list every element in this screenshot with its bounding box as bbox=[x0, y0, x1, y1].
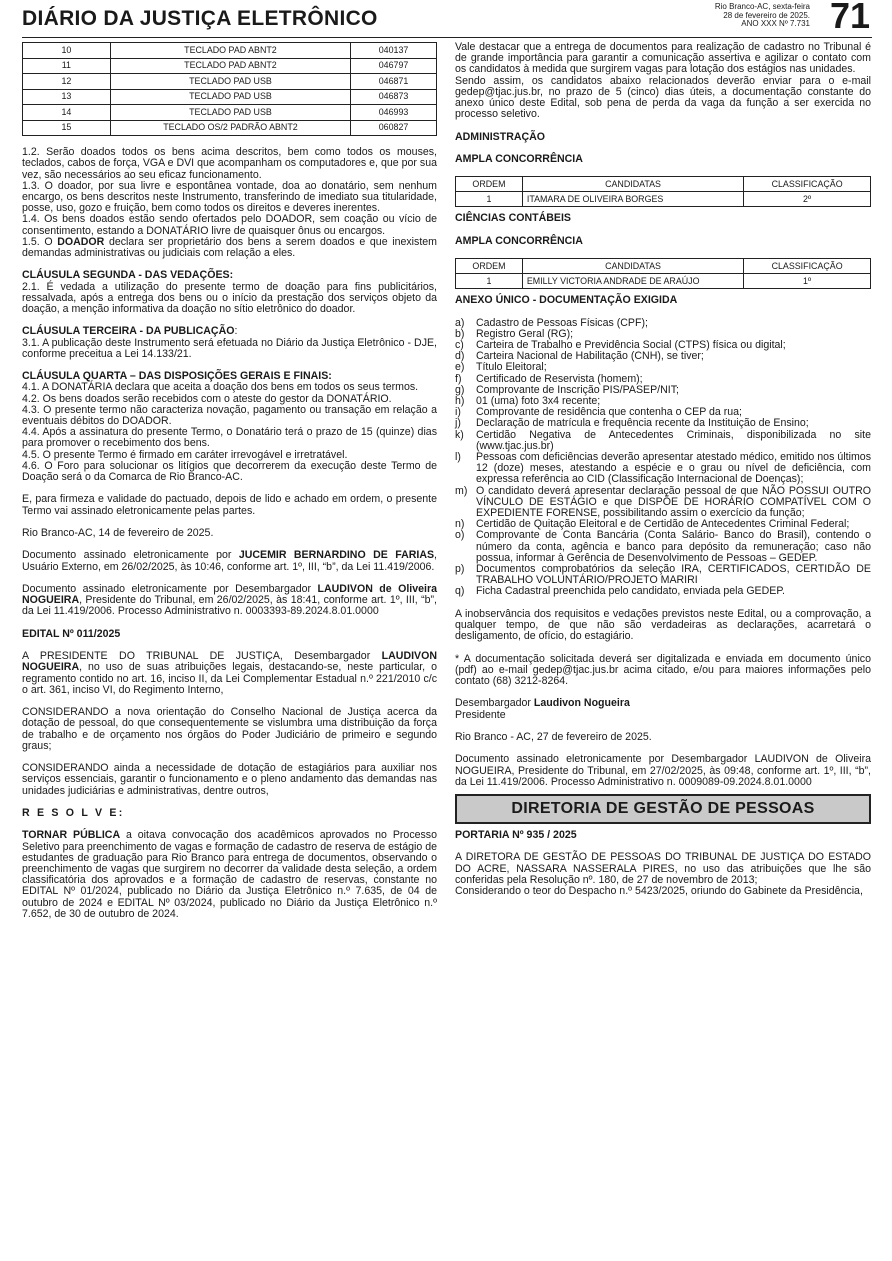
cell-item-code: 046871 bbox=[351, 74, 437, 90]
cell-classificacao: 2º bbox=[744, 192, 871, 207]
issue-info-line: Rio Branco-AC, sexta-feira bbox=[714, 2, 810, 11]
cell-item-number: 14 bbox=[23, 105, 111, 121]
text: Documento assinado eletronicamente por bbox=[22, 549, 239, 562]
text: 1.5. O bbox=[22, 235, 58, 248]
cell-item-number: 13 bbox=[23, 89, 111, 105]
clause-1-5 bbox=[22, 237, 437, 259]
text: Documento assinado eletronicamente por Desembargador bbox=[22, 583, 318, 595]
clause-1-3: 1.3. O doador, por sua livre e espontânea vontade, doa ao donatário, sem nenhum encargo, os bens descritos neste Instrumento, transferindo de imediato sua titularidade, posse, uso, gozo e fruição, bem como todos os direitos e deveres inerentes. bbox=[22, 179, 437, 215]
cell-item-description: TECLADO PAD USB bbox=[110, 105, 350, 121]
col-header-classificacao: CLASSIFICAÇÃO bbox=[744, 259, 871, 274]
list-item-text: Cadastro de Pessoas Físicas (CPF); bbox=[476, 316, 648, 329]
list-item-marker: b) bbox=[455, 327, 465, 340]
inobservancia: A inobservância dos requisitos e vedações previstos neste Edital, ou a comprovação, a qualquer tempo, de que não são verdadeiras as declarações, acarretará o desligamento, de ofício, do estagiário. bbox=[455, 607, 871, 643]
section-banner: DIRETORIA DE GESTÃO DE PESSOAS bbox=[455, 794, 871, 824]
cell-item-number: 12 bbox=[23, 74, 111, 90]
candidates-table-admin bbox=[455, 176, 871, 207]
clause-4-3: 4.3. O presente termo não caracteriza novação, pagamento ou transação em relação a eventuais débitos do DOADOR. bbox=[22, 403, 437, 428]
table-row bbox=[23, 58, 437, 74]
list-item-marker: d) bbox=[455, 350, 465, 363]
edital-date: Rio Branco - AC, 27 de fevereiro de 2025. bbox=[455, 731, 652, 744]
text: : bbox=[234, 325, 238, 338]
table-row bbox=[23, 89, 437, 105]
list-item-text: Registro Geral (RG); bbox=[476, 327, 574, 340]
list-item-text: Certidão de Quitação Eleitoral e de Certidão de Antecedentes Criminal Federal; bbox=[476, 518, 850, 531]
list-item-marker: o) bbox=[455, 529, 465, 542]
header-divider bbox=[22, 37, 872, 38]
table-row bbox=[23, 74, 437, 90]
portaria-considerando: Considerando o teor do Despacho n.º 5423/2025, oriundo do Gabinete da Presidência, bbox=[455, 885, 863, 898]
clause-3-heading bbox=[22, 326, 437, 337]
clause-1-4: 1.4. Os bens doados estão sendo ofertados pelo DOADOR, sem coação ou vício de consentimento, estando a DONATÁRIO livre de quaisquer ônus ou encargos. bbox=[22, 213, 437, 237]
ampla-heading-1: AMPLA CONCORRÊNCIA bbox=[455, 153, 583, 165]
list-item-text: Comprovante de residência que contenha o CEP da rua; bbox=[476, 406, 742, 419]
cell-item-code: 046993 bbox=[351, 105, 437, 121]
table-row bbox=[456, 192, 871, 207]
list-item bbox=[455, 362, 871, 373]
cell-item-code: 046797 bbox=[351, 58, 437, 74]
list-item-marker: j) bbox=[455, 417, 461, 430]
right-column bbox=[455, 42, 871, 897]
closing-paragraph: E, para firmeza e validade do pactuado, depois de lido e achado em ordem, o presente Termo vai assinado eletronicamente pelas partes. bbox=[22, 493, 437, 517]
table-header-row bbox=[456, 177, 871, 192]
clause-2-heading: CLÁUSULA SEGUNDA - DAS VEDAÇÕES: bbox=[22, 269, 234, 282]
text: , no uso de suas atribuições legais, destacando-se, neste particular, o regramento contido no art. 16, inciso II, da Lei Complementar Estadual n.º 221/2010 c/c o art. 361, inciso VI, do Regimento Interno, bbox=[22, 661, 437, 696]
cell-item-code: 046873 bbox=[351, 89, 437, 105]
list-item-text: Pessoas com deficiências deverão apresentar atestado médico, emitido nos últimos 12 (doze) meses, atestando a espécie e o grau ou nível de deficiência, com expressa referência ao CID (Classificação Internacional de Doenças); bbox=[476, 451, 871, 486]
clause-4-4: 4.4. Após a assinatura do presente Termo, o Donatário terá o prazo de 15 (quinze) dias para promover o recebimento dos bens. bbox=[22, 426, 437, 450]
list-item-text: Ficha Cadastral preenchida pelo candidato, enviada pela GEDEP. bbox=[476, 585, 785, 598]
list-item-text: 01 (uma) foto 3x4 recente; bbox=[476, 394, 601, 407]
issue-info-line: 28 de fevereiro de 2025. bbox=[723, 10, 810, 20]
list-item-marker: e) bbox=[455, 361, 465, 374]
table-header-row bbox=[456, 259, 871, 274]
cell-item-description: TECLADO PAD ABNT2 bbox=[110, 43, 350, 59]
considerando-1: CONSIDERANDO a nova orientação do Conselho Nacional de Justiça acerca da dotação de pessoal, do que consequentemente se vislumbra uma distribuição da força de trabalho e de orçamento nos órgãos do Poder Judiciário de primeiro e segundo graus; bbox=[22, 706, 437, 752]
cell-nome: ITAMARA DE OLIVEIRA BORGES bbox=[522, 192, 743, 207]
list-item bbox=[455, 486, 871, 520]
heading-text: CLÁUSULA TERCEIRA - DA PUBLICAÇÃO bbox=[22, 325, 235, 338]
list-item-text: Comprovante de Conta Bancária (Conta Salário- Banco do Brasil), contendo o número da conta, agência e banco para depósito da remuneração; caso não possua, informar à Gerência de Desenvolvimento de Pessoas – GEDEP. bbox=[476, 529, 871, 564]
text: Desembargador bbox=[455, 697, 534, 710]
bold-text: DOADOR bbox=[57, 235, 105, 248]
list-item-marker: m) bbox=[455, 484, 468, 497]
text: a oitava convocação dos acadêmicos aprovados no Processo Seletivo para preenchimento de vagas e formação de cadastro de reserva de estágio de estudantes de graduação para Rio Branco para entrega de documentos, observando o preenchimento de vagas que surgirem no decorrer da validade desta seleção, a ordem classificatória dos aprovados e a formação de cadastro de reservas, constante no EDITAL Nº 01/2024, publicado no Diário da Justiça Eletrônico n.º 7.635, de 04 de outubro de 2024 e EDITAL Nº 03/2024, publicado no Diário da Justiça Eletrônico n.º 7.652, de 30 de outubro de 2024. bbox=[22, 829, 437, 920]
list-item-text: Comprovante de Inscrição PIS/PASEP/NIT; bbox=[476, 383, 679, 396]
clause-1-2: 1.2. Serão doados todos os bens acima descritos, bem como todos os mouses, teclados, cabos de força, VGA e DVI que acompanham os computadores e, que por sua vez, são necessários ao seu eficaz funcionamento. bbox=[22, 146, 437, 181]
signature-2 bbox=[22, 584, 437, 618]
list-item bbox=[455, 564, 871, 586]
list-item-text: Carteira de Trabalho e Previdência Social (CTPS) física ou digital; bbox=[476, 338, 786, 351]
considerando-2: CONSIDERANDO ainda a necessidade de dotação de estagiários para auxiliar nos serviços essenciais, garantir o funcionamento e o pleno andamento das demandas nas unidades judiciárias e administrativas, dentre outros, bbox=[22, 762, 437, 797]
list-item-marker: q) bbox=[455, 585, 465, 598]
nota-documentacao: * A documentação solicitada deverá ser digitalizada e enviada em documento único (pdf) ao e-mail gedep@tjac.jus.br acima citado, e/ou para maiores informações pelo contato (68) 3212-8264. bbox=[455, 652, 871, 688]
list-item-marker: g) bbox=[455, 383, 465, 396]
text: , Usuário Externo, em 26/02/2025, às 10:46, conforme art. 1º, III, “b”, da Lei 11.419/2006. bbox=[22, 549, 437, 573]
portaria-intro: A DIRETORA DE GESTÃO DE PESSOAS DO TRIBUNAL DE JUSTIÇA DO ESTADO DO ACRE, NASSARA NASSERALA PIRES, no uso das atribuições que lhe são conferidas pela Resolução nº. 180, de 27 de novembro de 2013; bbox=[455, 851, 871, 886]
clause-4-heading: CLÁUSULA QUARTA – DAS DISPOSIÇÕES GERAIS E FINAIS: bbox=[22, 370, 332, 383]
vale-destacar: Vale destacar que a entrega de documentos para realização de cadastro no Tribunal é de grande importância para garantir a comunicação assertiva e agilizar o contato com os candidatos à medida que surgirem vagas para lotação dos estágios nas unidades. bbox=[455, 41, 871, 76]
cell-item-code: 040137 bbox=[351, 43, 437, 59]
cell-item-description: TECLADO PAD USB bbox=[110, 89, 350, 105]
signer-role: Presidente bbox=[455, 708, 506, 721]
bold-text: LAUDIVON de Oliveira NOGUEIRA bbox=[22, 583, 437, 607]
col-header-classificacao: CLASSIFICAÇÃO bbox=[744, 177, 871, 192]
clause-4-6: 4.6. O Foro para solucionar os litígios que decorrerem da execução deste Termo de Doação será o da Comarca de Rio Branco-AC. bbox=[22, 459, 437, 484]
signing-date: Rio Branco-AC, 14 de fevereiro de 2025. bbox=[22, 527, 214, 540]
clause-4-5: 4.5. O presente Termo é firmado em caráter irrevogável e irretratável. bbox=[22, 448, 348, 461]
list-item-text: Documentos comprobatórios da seleção IRA, CERTIFICADOS, CERTIDÃO DE TRABALHO VOLUNTÁRIO/PROJETO MARIRI bbox=[476, 563, 871, 587]
edital-heading: EDITAL Nº 011/2025 bbox=[22, 627, 121, 640]
table-row bbox=[456, 274, 871, 289]
text: A PRESIDENTE DO TRIBUNAL DE JUSTIÇA, Desembargador bbox=[22, 650, 382, 663]
list-item bbox=[455, 530, 871, 564]
cell-item-number: 10 bbox=[23, 43, 111, 59]
signer-name bbox=[455, 698, 871, 709]
ciencias-heading: CIÊNCIAS CONTÁBEIS bbox=[455, 212, 571, 225]
list-item-marker: f) bbox=[455, 372, 462, 385]
table-row bbox=[23, 43, 437, 59]
cell-item-description: TECLADO OS/2 PADRÃO ABNT2 bbox=[110, 120, 350, 136]
cell-item-number: 15 bbox=[23, 120, 111, 136]
signature-3: Documento assinado eletronicamente por Desembargador LAUDIVON de Oliveira NOGUEIRA, Presidente do Tribunal, em 27/02/2025, às 09:48, conforme art. 1º, III, “b”, da Lei 11.419/2006. Processo Administrativo n. 0009089-09.2024.8.01.0000 bbox=[455, 753, 871, 788]
table-row bbox=[23, 120, 437, 136]
issue-info-line: ANO XXX Nº 7.731 bbox=[741, 19, 810, 29]
text: declara ser proprietário dos bens a serem doados e que inexistem demandas administrativas ou judiciais com relação a eles. bbox=[22, 235, 437, 260]
tornar-publica bbox=[22, 830, 437, 920]
list-item-text: Título Eleitoral; bbox=[476, 361, 547, 374]
list-item bbox=[455, 418, 871, 429]
cell-ordem: 1 bbox=[456, 192, 523, 207]
list-item-marker: i) bbox=[455, 406, 461, 419]
ampla-heading-2: AMPLA CONCORRÊNCIA bbox=[455, 234, 583, 247]
list-item-marker: c) bbox=[455, 338, 464, 351]
page-header bbox=[22, 0, 872, 36]
list-item-marker: l) bbox=[455, 451, 461, 463]
col-header-ordem: ORDEM bbox=[456, 259, 523, 274]
list-item-text: Declaração de matrícula e frequência recente da Instituição de Ensino; bbox=[476, 417, 809, 430]
journal-title: DIÁRIO DA JUSTIÇA ELETRÔNICO bbox=[22, 7, 378, 30]
bold-text: Laudivon Nogueira bbox=[533, 697, 630, 710]
required-documents-list bbox=[455, 318, 871, 598]
list-item-text: Certificado de Reservista (homem); bbox=[476, 372, 643, 385]
signature-1 bbox=[22, 550, 437, 572]
resolve-heading: R E S O L V E: bbox=[22, 806, 125, 819]
issue-info bbox=[715, 3, 810, 29]
list-item-text: O candidato deverá apresentar declaração pessoal de que NÃO POSSUI OUTRO VÍNCULO DE ESTÁGIO e que DISPÕE DE HORÁRIO COMPATÍVEL COM O EXPEDIENTE FORENSE, possibilitando assim o exercício da função; bbox=[476, 484, 871, 520]
cell-item-code: 060827 bbox=[351, 120, 437, 136]
page-number: 71 bbox=[829, 0, 870, 36]
list-item-marker: k) bbox=[455, 428, 464, 441]
bold-text: LAUDIVON NOGUEIRA bbox=[22, 650, 437, 674]
anexo-heading: ANEXO ÚNICO - DOCUMENTAÇÃO EXIGIDA bbox=[455, 294, 678, 307]
col-header-candidatas: CANDIDATAS bbox=[522, 259, 743, 274]
col-header-candidatas: CANDIDATAS bbox=[522, 177, 743, 192]
bold-text: TORNAR PÚBLICA bbox=[22, 829, 121, 842]
clause-4-2: 4.2. Os bens doados serão recebidos com o ateste do gestor da DONATÁRIO. bbox=[22, 392, 392, 405]
edital-intro bbox=[22, 651, 437, 696]
list-item-marker: n) bbox=[455, 518, 465, 531]
admin-heading: ADMINISTRAÇÃO bbox=[455, 130, 546, 143]
clause-4-1: 4.1. A DONATÁRIA declara que aceita a doação dos bens em todos os seus termos. bbox=[22, 381, 419, 394]
cell-item-number: 11 bbox=[23, 58, 111, 74]
items-table bbox=[22, 42, 437, 136]
left-column bbox=[22, 42, 437, 920]
portaria-heading: PORTARIA Nº 935 / 2025 bbox=[455, 829, 577, 842]
list-item bbox=[455, 430, 871, 452]
list-item-marker: p) bbox=[455, 563, 465, 576]
candidates-table-contabeis bbox=[455, 258, 871, 289]
cell-item-description: TECLADO PAD USB bbox=[110, 74, 350, 90]
text: , Presidente do Tribunal, em 26/02/2025, às 18:41, conforme art. 1º, III, “b”, da Lei 11.419/2006. Processo Administrativo n. 0003393-89.2024.8.01.0000 bbox=[22, 594, 437, 618]
sendo-assim: Sendo assim, os candidatos abaixo relacionados deverão enviar para o e-mail gedep@tjac.jus.br, no prazo de 5 (cinco) dias úteis, a documentação constante do anexo único deste Edital, sob pena de perda da vaga da função a ser exercida no processo seletivo. bbox=[455, 74, 871, 121]
cell-ordem: 1 bbox=[456, 274, 523, 289]
bold-text: JUCEMIR BERNARDINO DE FARIAS bbox=[238, 549, 435, 562]
list-item-marker: a) bbox=[455, 316, 465, 329]
col-header-ordem: ORDEM bbox=[456, 177, 523, 192]
cell-nome: EMILLY VICTORIA ANDRADE DE ARAÚJO bbox=[522, 274, 743, 289]
list-item bbox=[455, 586, 871, 597]
list-item-text: Certidão Negativa de Antecedentes Criminais, disponibilizada no site (www.tjac.jus.br) bbox=[476, 428, 871, 452]
list-item-text: Carteira Nacional de Habilitação (CNH), se tiver; bbox=[476, 350, 704, 363]
clause-3-1: 3.1. A publicação deste Instrumento será efetuada no Diário da Justiça Eletrônico - DJE, conforme preceitua a Lei 14.133/21. bbox=[22, 336, 437, 360]
cell-item-description: TECLADO PAD ABNT2 bbox=[110, 58, 350, 74]
clause-2-1: 2.1. É vedada a utilização do presente termo de doação para fins publicitários, ressalvada, após a entrega dos bens ou o início da prestação dos serviços objeto da doação, a menção informativa da doação no sítio eletrônico do doador. bbox=[22, 280, 437, 316]
list-item-marker: h) bbox=[455, 394, 465, 407]
table-row bbox=[23, 105, 437, 121]
list-item bbox=[455, 452, 871, 486]
cell-classificacao: 1º bbox=[744, 274, 871, 289]
